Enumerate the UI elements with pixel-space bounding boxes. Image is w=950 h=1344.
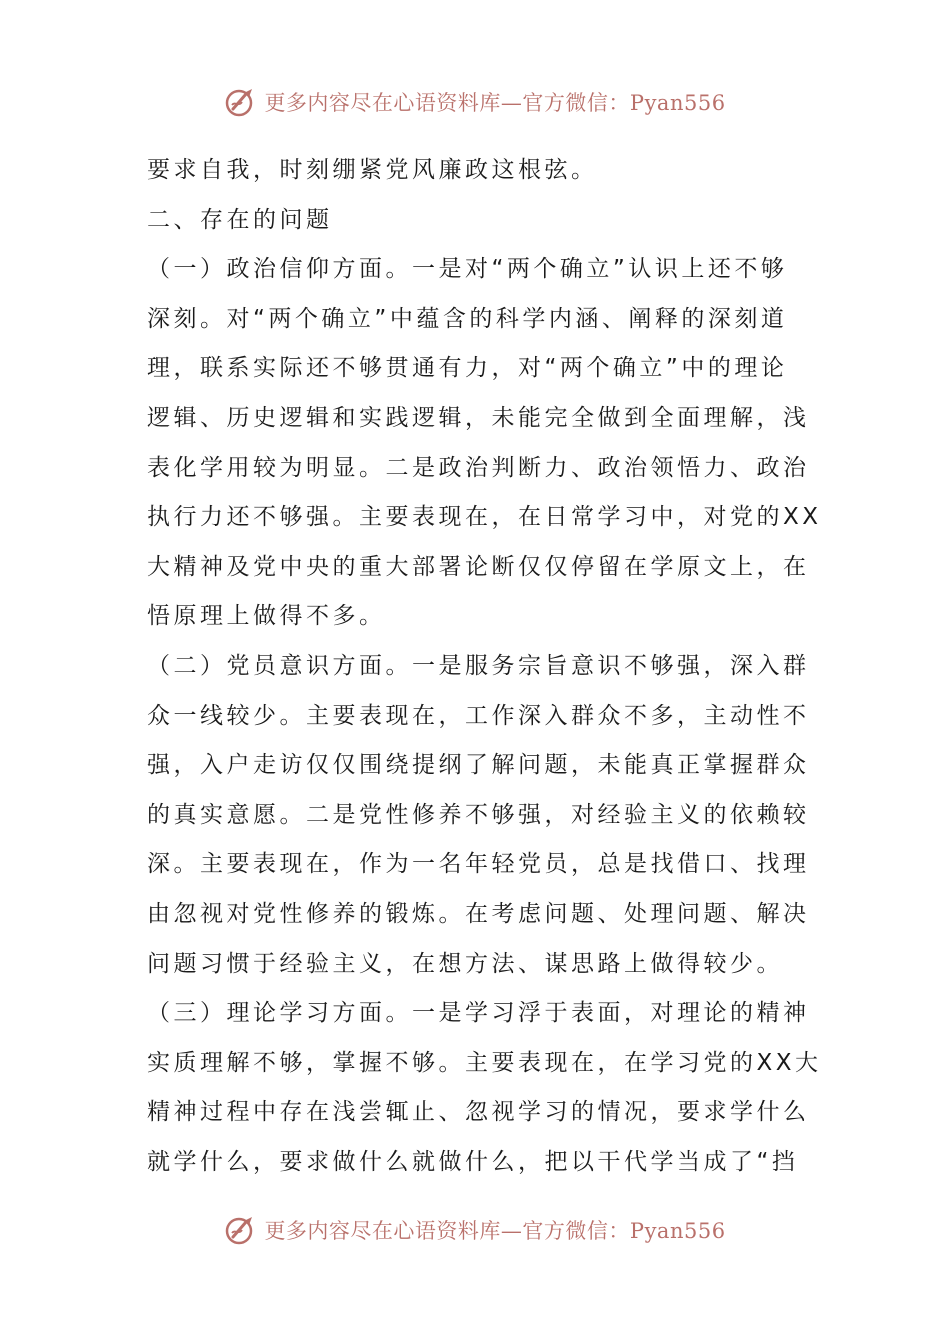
body-line: 深。主要表现在，作为一名年轻党员，总是找借口、找理 (147, 851, 810, 878)
body-line: 问题习惯于经验主义，在想方法、谋思路上做得较少。 (147, 950, 783, 977)
body-line: 大精神及党中央的重大部署论断仅仅停留在学原文上，在 (147, 553, 810, 580)
pen-seal-logo-icon (224, 1213, 258, 1247)
header-watermark (0, 80, 950, 124)
section-heading: 二、存在的问题 (147, 206, 333, 233)
watermark-text: 更多内容尽在心语资料库—官方微信：Pyan556 (264, 1219, 726, 1243)
body-line: 执行力还不够强。主要表现在，在日常学习中，对党的XX (147, 504, 822, 531)
body-line: 的真实意愿。二是党性修养不够强，对经验主义的依赖较 (147, 801, 810, 828)
footer-watermark (0, 1208, 950, 1252)
document-body (147, 146, 822, 1187)
body-line: 实质理解不够，掌握不够。主要表现在，在学习党的XX大 (147, 1049, 822, 1076)
body-line: 表化学用较为明显。二是政治判断力、政治领悟力、政治 (147, 454, 810, 481)
body-line: 要求自我，时刻绷紧党风廉政这根弦。 (147, 157, 598, 183)
body-line: （一）政治信仰方面。一是对“两个确立”认识上还不够 (147, 256, 788, 283)
body-line: 众一线较少。主要表现在，工作深入群众不多，主动性不 (147, 702, 810, 729)
body-line: （三）理论学习方面。一是学习浮于表面，对理论的精神 (147, 1000, 810, 1027)
body-line: 强，入户走访仅仅围绕提纲了解问题，未能真正掌握群众 (147, 752, 810, 779)
body-line: 深刻。对“两个确立”中蕴含的科学内涵、阐释的深刻道 (147, 305, 788, 332)
body-line: 由忽视对党性修养的锻炼。在考虑问题、处理问题、解决 (147, 900, 810, 927)
body-line: 精神过程中存在浅尝辄止、忽视学习的情况，要求学什么 (147, 1099, 810, 1126)
body-line: （二）党员意识方面。一是服务宗旨意识不够强，深入群 (147, 652, 810, 679)
body-line: 就学什么，要求做什么就做什么，把以干代学当成了“挡 (147, 1148, 799, 1175)
pen-seal-logo-icon (224, 85, 258, 119)
body-line: 理，联系实际还不够贯通有力，对“两个确立”中的理论 (147, 355, 788, 382)
body-line: 逻辑、历史逻辑和实践逻辑，未能完全做到全面理解，浅 (147, 404, 810, 431)
body-line: 悟原理上做得不多。 (147, 603, 386, 630)
watermark-text: 更多内容尽在心语资料库—官方微信：Pyan556 (264, 91, 726, 115)
